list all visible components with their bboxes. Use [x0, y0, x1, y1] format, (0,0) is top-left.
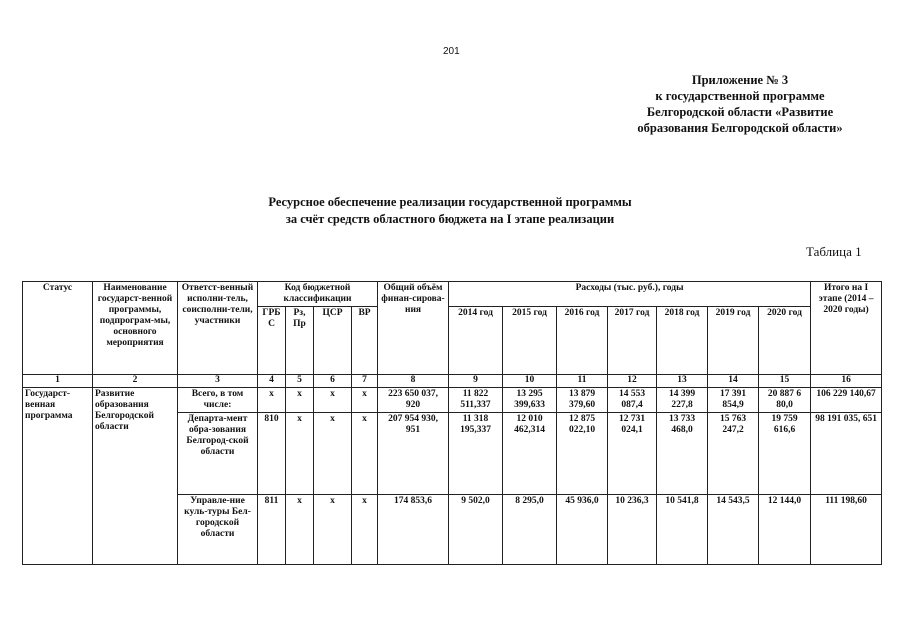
page-number: 201 — [443, 46, 460, 57]
header-year: 2014 год — [449, 307, 503, 375]
column-number: 4 — [258, 375, 286, 388]
column-number: 2 — [93, 375, 178, 388]
vr-cell: х — [352, 495, 378, 565]
header-total: Общий объём финан-сирова-ния — [378, 282, 449, 375]
column-number: 9 — [449, 375, 503, 388]
header-rz: Рз, Пр — [286, 307, 314, 375]
itogo-cell: 111 198,60 — [811, 495, 882, 565]
header-year: 2020 год — [759, 307, 811, 375]
grbs-cell: х — [258, 388, 286, 413]
header-year: 2018 год — [657, 307, 708, 375]
csr-cell: х — [314, 413, 352, 495]
header-executor: Ответст-венный исполни-тель, соисполни-тели, участники — [178, 282, 258, 375]
header-year: 2016 год — [557, 307, 608, 375]
year-value-cell: 11 318 195,337 — [449, 413, 503, 495]
rz-cell: х — [286, 495, 314, 565]
table-row-total — [23, 388, 882, 413]
grbs-cell: 810 — [258, 413, 286, 495]
header-budget-code: Код бюджетной классификации — [258, 282, 378, 307]
column-number: 15 — [759, 375, 811, 388]
rz-cell: х — [286, 388, 314, 413]
year-value-cell: 13 733 468,0 — [657, 413, 708, 495]
column-number: 12 — [608, 375, 657, 388]
total-cell: 223 650 037, 920 — [378, 388, 449, 413]
year-value-cell: 14 543,5 — [708, 495, 759, 565]
column-number: 8 — [378, 375, 449, 388]
year-value-cell: 11 822 511,337 — [449, 388, 503, 413]
column-number: 7 — [352, 375, 378, 388]
header-name: Наименование государст-венной программы, подпрограм-мы, основного мероприятия — [93, 282, 178, 375]
column-number-row — [23, 375, 882, 388]
year-value-cell: 14 553 087,4 — [608, 388, 657, 413]
title-line-1: Ресурсное обеспечение реализации государственной программы — [268, 195, 632, 209]
total-cell: 207 954 930, 951 — [378, 413, 449, 495]
title-line-2: за счёт средств областного бюджета на I этапе реализации — [285, 212, 615, 226]
appendix-line-1: Приложение № 3 — [691, 73, 789, 87]
header-itogo: Итого на I этапе (2014 – 2020 годы) — [811, 282, 882, 375]
appendix-header — [610, 72, 870, 136]
header-csr: ЦСР — [314, 307, 352, 375]
column-number: 16 — [811, 375, 882, 388]
column-number: 5 — [286, 375, 314, 388]
year-value-cell: 19 759 616,6 — [759, 413, 811, 495]
status-cell: Государст-венная программа — [23, 388, 93, 565]
csr-cell: х — [314, 388, 352, 413]
column-number: 14 — [708, 375, 759, 388]
year-value-cell: 13 295 399,633 — [503, 388, 557, 413]
year-value-cell: 12 731 024,1 — [608, 413, 657, 495]
column-number: 6 — [314, 375, 352, 388]
year-value-cell: 14 399 227,8 — [657, 388, 708, 413]
year-value-cell: 17 391 854,9 — [708, 388, 759, 413]
header-year: 2015 год — [503, 307, 557, 375]
document-title — [200, 194, 700, 228]
table-label: Таблица 1 — [806, 244, 862, 259]
year-value-cell: 12 010 462,314 — [503, 413, 557, 495]
budget-table — [22, 281, 882, 565]
year-value-cell: 15 763 247,2 — [708, 413, 759, 495]
year-value-cell: 45 936,0 — [557, 495, 608, 565]
year-value-cell: 12 875 022,10 — [557, 413, 608, 495]
header-expenses: Расходы (тыс. руб.), годы — [449, 282, 811, 307]
vr-cell: х — [352, 413, 378, 495]
program-name-cell: Развитие образования Белгородской области — [93, 388, 178, 565]
appendix-line-3: Белгородской области «Развитие — [646, 105, 834, 119]
year-value-cell: 10 236,3 — [608, 495, 657, 565]
vr-cell: х — [352, 388, 378, 413]
year-value-cell: 12 144,0 — [759, 495, 811, 565]
executor-cell: Всего, в том числе: — [178, 388, 258, 413]
year-value-cell: 9 502,0 — [449, 495, 503, 565]
column-number: 3 — [178, 375, 258, 388]
year-value-cell: 20 887 6 80,0 — [759, 388, 811, 413]
appendix-line-2: к государственной программе — [655, 89, 825, 103]
header-year: 2019 год — [708, 307, 759, 375]
header-grbs: ГРБ С — [258, 307, 286, 375]
header-vr: ВР — [352, 307, 378, 375]
executor-cell: Департа-мент обра-зования Белгород-ской области — [178, 413, 258, 495]
year-value-cell: 10 541,8 — [657, 495, 708, 565]
header-status: Статус — [23, 282, 93, 375]
itogo-cell: 106 229 140,67 — [811, 388, 882, 413]
total-cell: 174 853,6 — [378, 495, 449, 565]
grbs-cell: 811 — [258, 495, 286, 565]
year-value-cell: 8 295,0 — [503, 495, 557, 565]
column-number: 10 — [503, 375, 557, 388]
csr-cell: х — [314, 495, 352, 565]
column-number: 1 — [23, 375, 93, 388]
header-row-1 — [23, 282, 882, 307]
column-number: 13 — [657, 375, 708, 388]
column-number: 11 — [557, 375, 608, 388]
appendix-line-4: образования Белгородской области» — [637, 121, 843, 135]
year-value-cell: 13 879 379,60 — [557, 388, 608, 413]
rz-cell: х — [286, 413, 314, 495]
executor-cell: Управле-ние куль-туры Бел-городской области — [178, 495, 258, 565]
itogo-cell: 98 191 035, 651 — [811, 413, 882, 495]
header-year: 2017 год — [608, 307, 657, 375]
